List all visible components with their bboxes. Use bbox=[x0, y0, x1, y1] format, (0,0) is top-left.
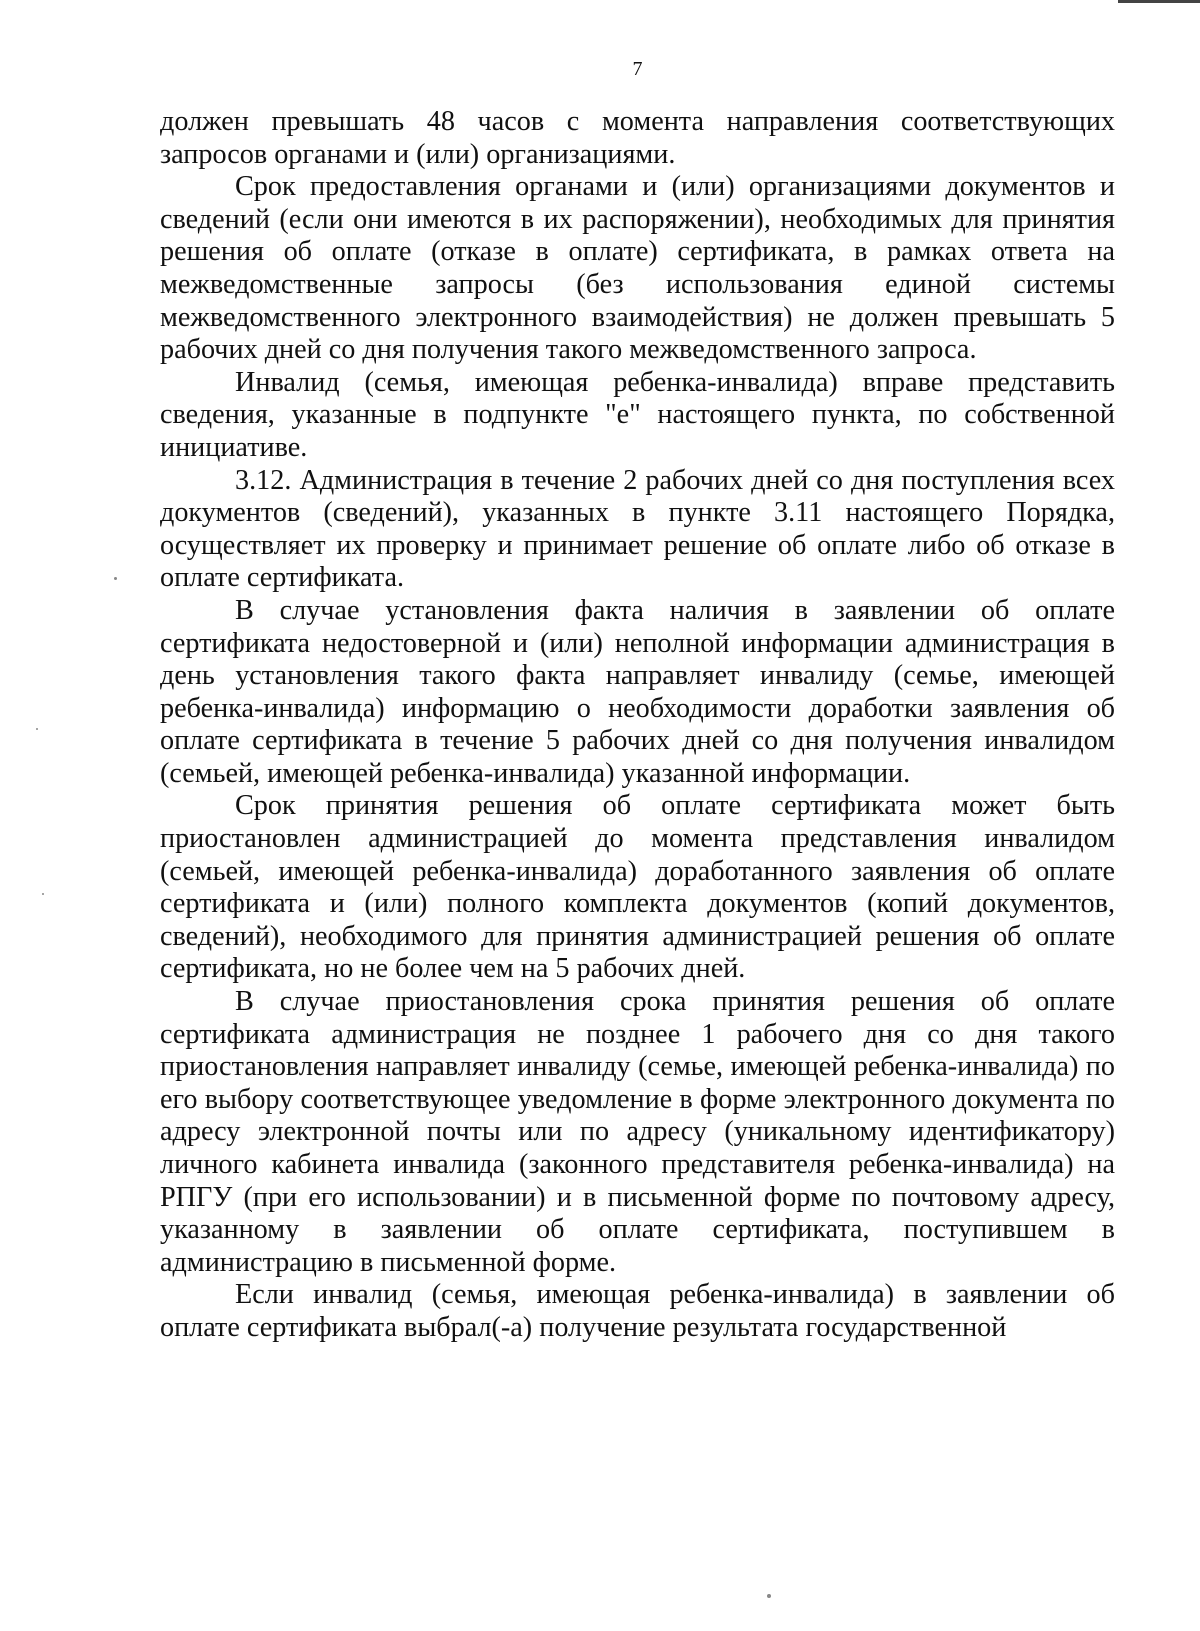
scan-edge-mark bbox=[1118, 0, 1200, 3]
scan-speck bbox=[114, 577, 117, 580]
paragraph-result-choice: Если инвалид (семья, имеющая ребенка-инвалида) в заявлении об оплате сертификата выбрал(-а) получение результата государственной bbox=[160, 1279, 1115, 1343]
paragraph-continuation: должен превышать 48 часов с момента направления соответствующих запросов органами и (или) организациями. bbox=[160, 106, 1115, 170]
paragraph-own-initiative: Инвалид (семья, имеющая ребенка-инвалида) вправе представить сведения, указанные в подпункте "е" настоящего пункта, по собственной инициативе. bbox=[160, 366, 1115, 463]
paragraph-suspension-term: Срок принятия решения об оплате сертификата может быть приостановлен администрацией до момента представления инвалидом (семьей, имеющей ребенка-инвалида) доработанного заявления об оплате сертификата и (или) полного комплекта документов (копий документов, сведений), необходимого для принятия администрацией решения об оплате сертификата, но не более чем на 5 рабочих дней. bbox=[160, 790, 1115, 985]
paragraph-suspension-notice: В случае приостановления срока принятия решения об оплате сертификата администрация не позднее 1 рабочего дня со дня такого приостановления направляет инвалиду (семье, имеющей ребенка-инвалида) по его выбору соответствующее уведомление в форме электронного документа по адресу электронной почты или по адресу (уникальному идентификатору) личного кабинета инвалида (законного представителя ребенка-инвалида) на РПГУ (при его использовании) и в письменной форме по почтовому адресу, указанному в заявлении об оплате сертификата, поступившем в администрацию в письменной форме. bbox=[160, 986, 1115, 1278]
paragraph-incomplete-information: В случае установления факта наличия в заявлении об оплате сертификата недостоверной и (или) неполной информации администрация в день установления такого факта направляет инвалиду (семье, имеющей ребенка-инвалида) информацию о необходимости доработки заявления об оплате сертификата в течение 5 рабочих дней со дня получения инвалидом (семьей, имеющей ребенка-инвалида) указанной информации. bbox=[160, 594, 1115, 789]
page-number: 7 bbox=[632, 58, 643, 80]
scan-speck bbox=[42, 893, 44, 895]
scan-speck bbox=[767, 1594, 771, 1598]
scan-speck bbox=[36, 728, 38, 730]
paragraph-clause-3-12: 3.12. Администрация в течение 2 рабочих дней со дня поступления всех документов (сведений), указанных в пункте 3.11 настоящего Порядка, осуществляет их проверку и принимает решение об оплате либо об отказе в оплате сертификата. bbox=[160, 464, 1115, 594]
document-body bbox=[160, 106, 1115, 1345]
paragraph-deadline-documents: Срок предоставления органами и (или) организациями документов и сведений (если они имеются в их распоряжении), необходимых для принятия решения об оплате (отказе в оплате) сертификата, в рамках ответа на межведомственные запросы (без использования единой системы межведомственного электронного взаимодействия) не должен превышать 5 рабочих дней со дня получения такого межведомственного запроса. bbox=[160, 171, 1115, 366]
